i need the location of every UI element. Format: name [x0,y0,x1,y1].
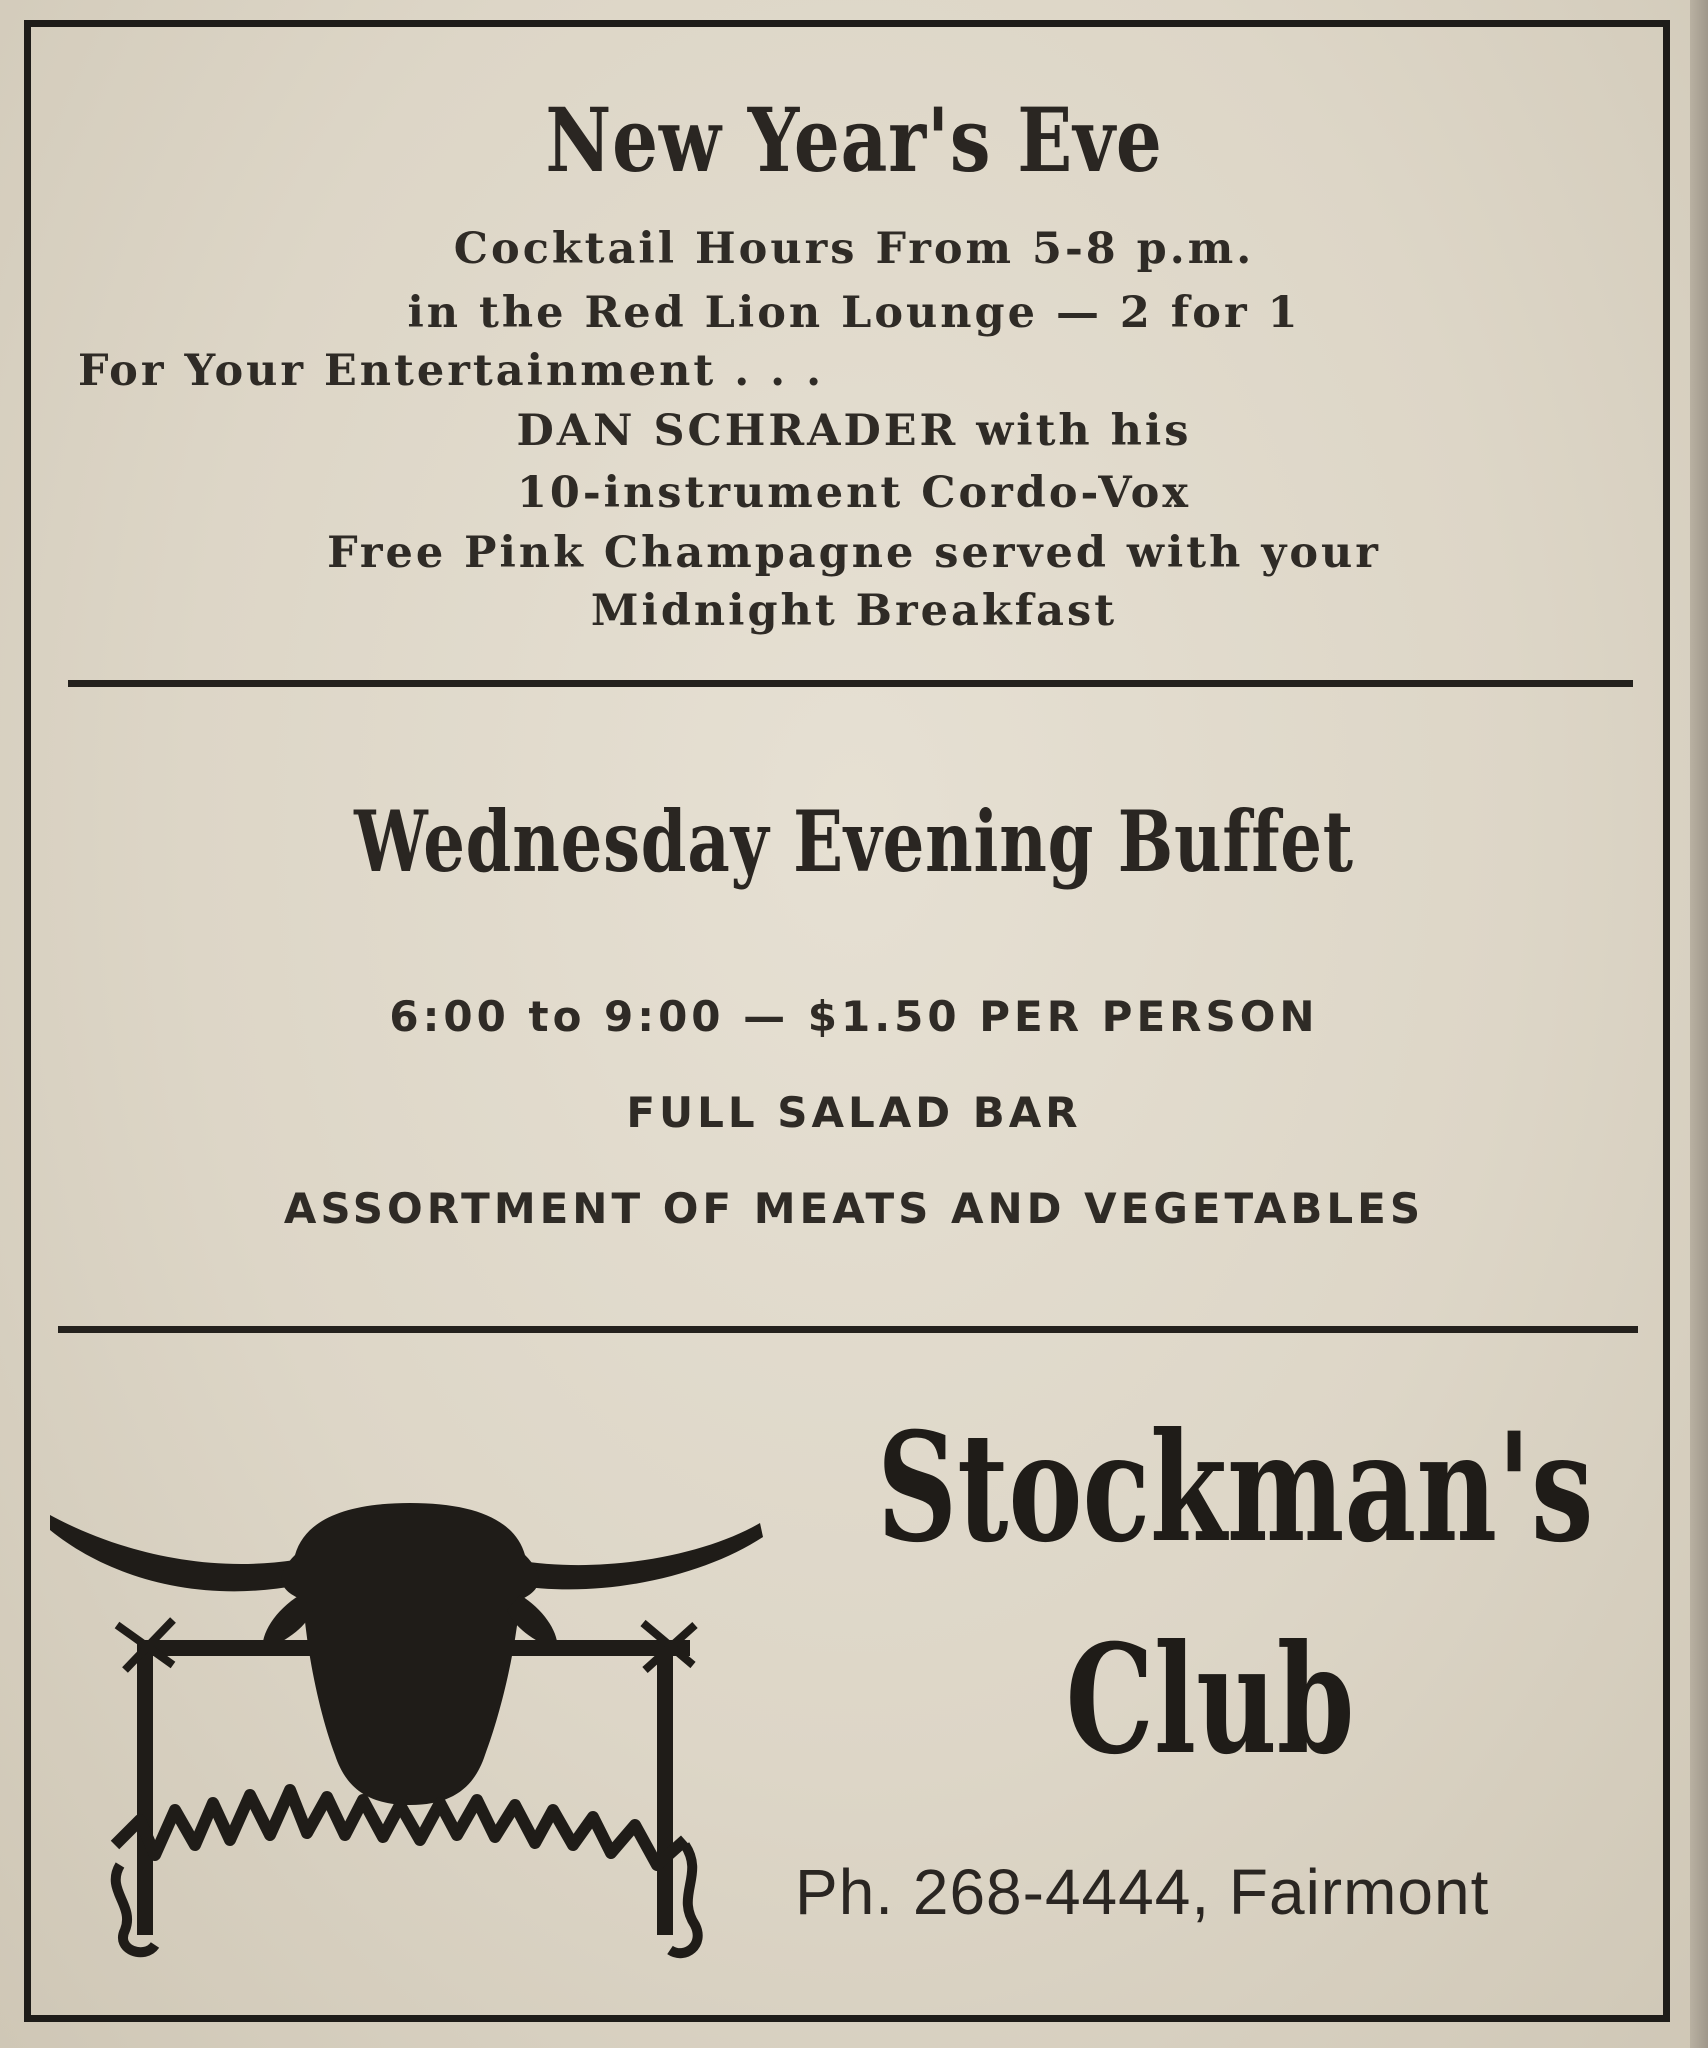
section2-line: 6:00 to 9:00 — $1.50 PER PERSON [389,992,1319,1041]
brand-name-line1: Stockman's [877,1400,1594,1576]
section2-line: ASSORTMENT OF MEATS AND VEGETABLES [283,1184,1425,1233]
longhorn-steer-on-spit-icon [45,1425,765,1975]
section2-title: Wednesday Evening Buffet [354,792,1354,891]
section1-line: Midnight Breakfast [590,586,1118,636]
section1-line: in the Red Lion Lounge — 2 for 1 [407,288,1301,338]
divider-rule [68,680,1633,687]
divider-rule [58,1326,1638,1333]
section1-line: 10-instrument Cordo-Vox [517,468,1191,518]
phone-number: Ph. 268-4444, Fairmont [795,1856,1490,1928]
section2-line: FULL SALAD BAR [626,1088,1082,1137]
section1-line: Cocktail Hours From 5-8 p.m. [453,224,1255,274]
section1-line: Free Pink Champagne served with your [327,528,1381,578]
section1-line: For Your Entertainment . . . [78,346,825,396]
section1-title: New Year's Eve [545,88,1163,192]
brand-name-line2: Club [1065,1612,1355,1788]
section1-line: DAN SCHRADER with his [516,406,1192,456]
